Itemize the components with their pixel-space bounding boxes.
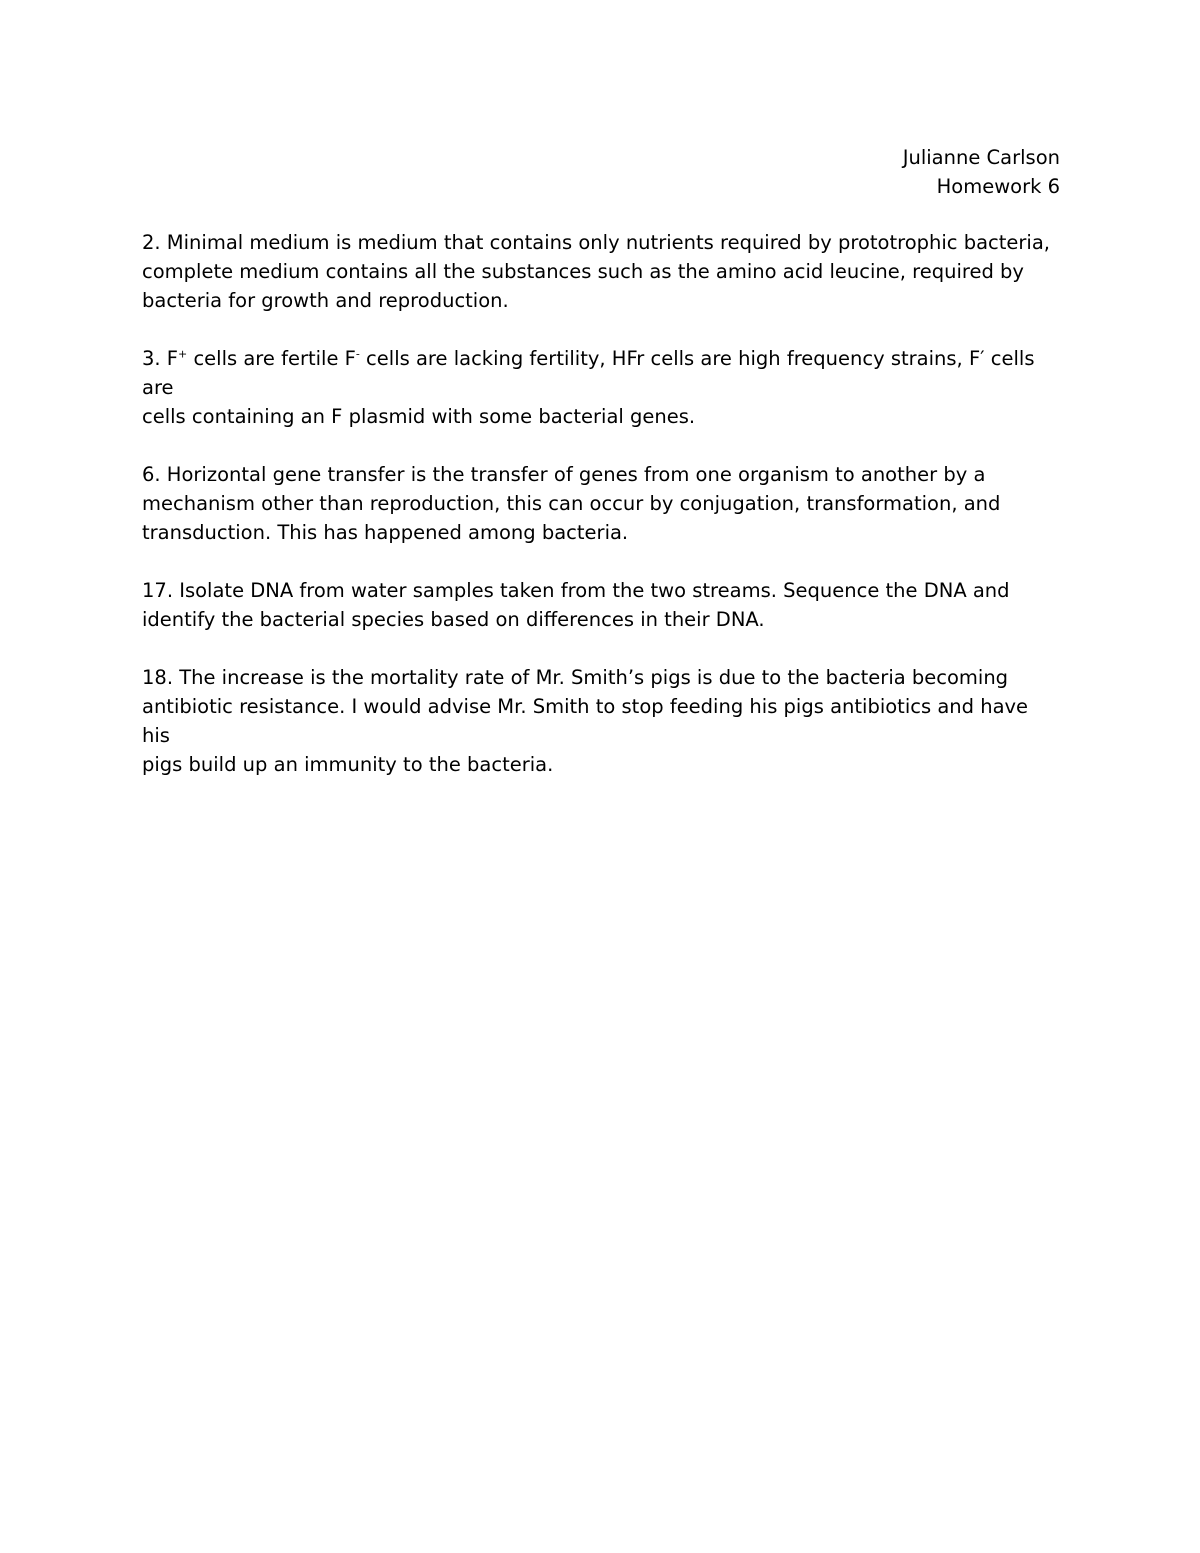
document-header <box>903 143 1060 201</box>
answer-3 <box>142 344 1062 431</box>
answer-3-part2: cells are fertile F <box>187 347 356 370</box>
student-name: Julianne Carlson <box>902 146 1060 169</box>
assignment-title: Homework 6 <box>936 175 1060 198</box>
answer-3-part3: cells are lacking fertility, HFr cells are high frequency strains, F′ cells are cells containing an F plasmid with some bacterial genes. <box>142 347 1035 428</box>
answer-3-superscript-plus: + <box>178 347 188 361</box>
answer-3-part1: 3. F <box>142 347 179 370</box>
answer-6: 6. Horizontal gene transfer is the transfer of genes from one organism to another by a mechanism other than reproduction, this can occur by conjugation, transformation, and transduction. This has happened among bacteria. <box>142 463 1001 544</box>
answer-17: 17. Isolate DNA from water samples taken from the two streams. Sequence the DNA and identify the bacterial species based on differences in their DNA. <box>142 579 1010 631</box>
answer-3-superscript-minus: - <box>355 347 360 361</box>
answers-body <box>142 228 1062 808</box>
answer-2: 2. Minimal medium is medium that contains only nutrients required by prototrophic bacteria, complete medium contains all the substances such as the amino acid leucine, required by bacteria for growth and reproduction. <box>142 231 1050 312</box>
answer-18: 18. The increase is the mortality rate of Mr. Smith’s pigs is due to the bacteria becoming antibiotic resistance. I would advise Mr. Smith to stop feeding his pigs antibiotics and have his pigs build up an immunity to the bacteria. <box>142 666 1029 776</box>
